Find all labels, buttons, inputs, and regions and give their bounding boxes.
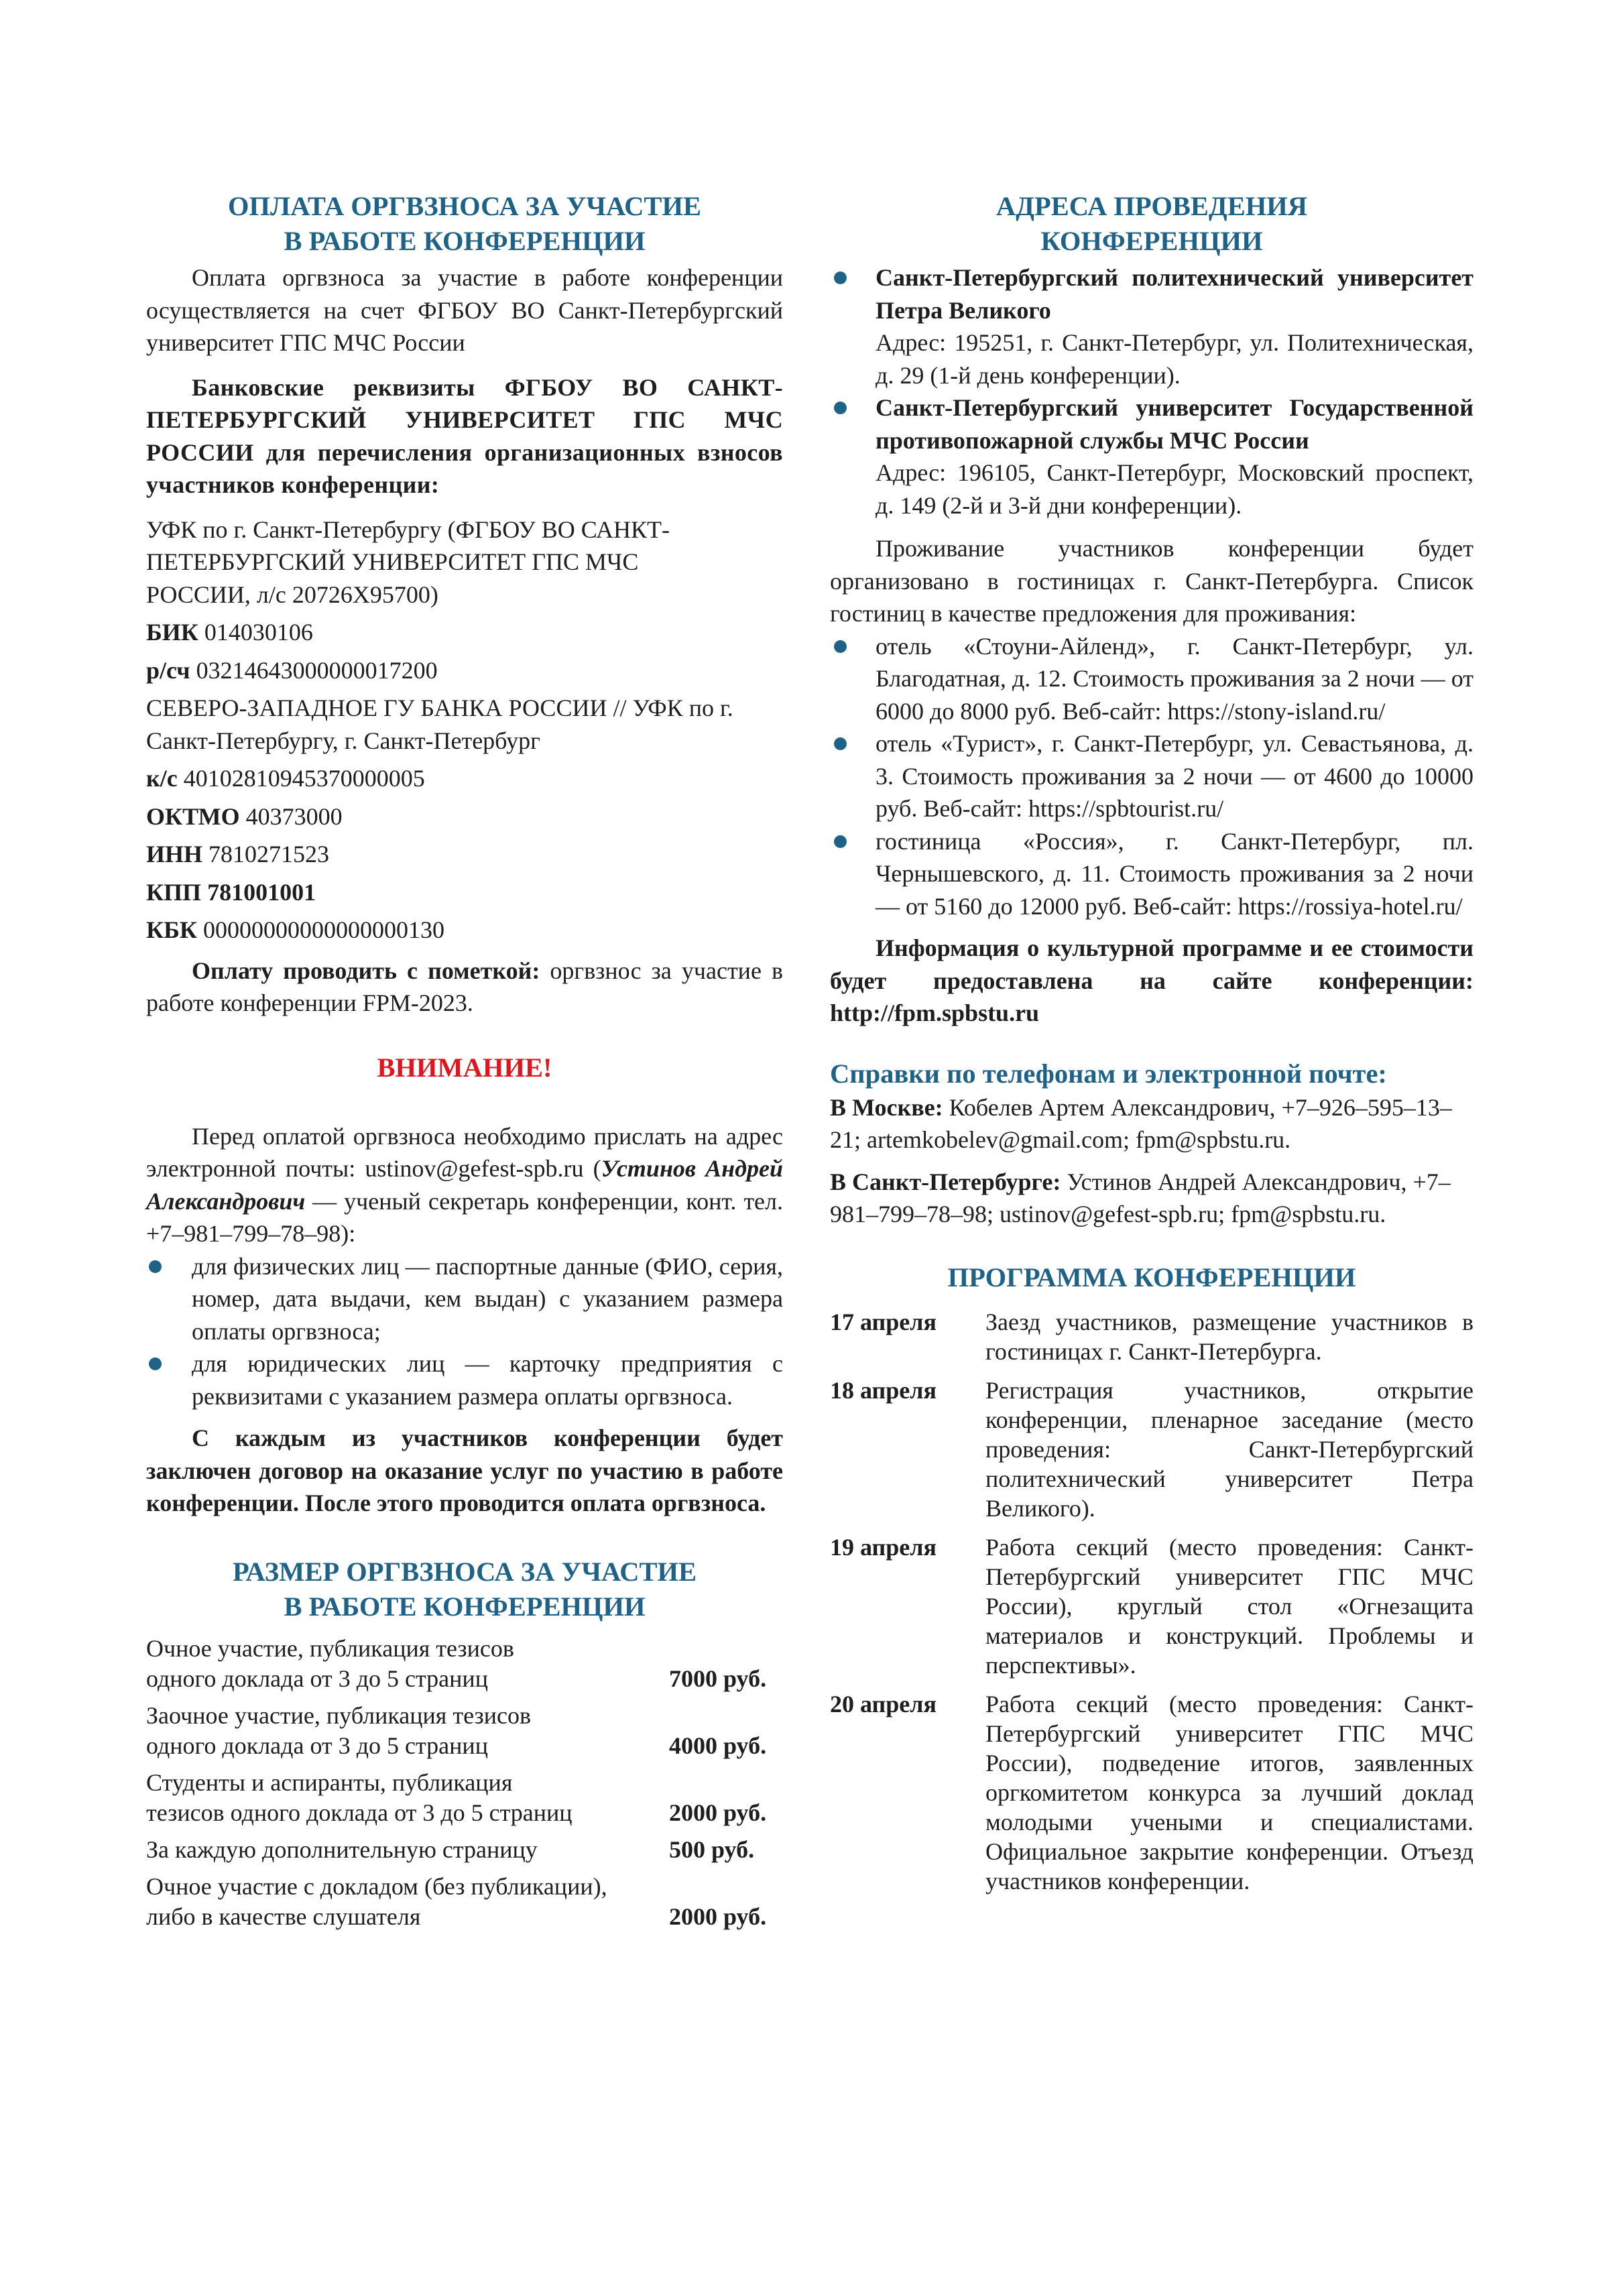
left-column — [146, 189, 783, 1932]
right-column — [830, 189, 1474, 1896]
table-row: Очное участие, публикация тезисов одного доклада от 3 до 5 страниц 7000 руб. — [146, 1634, 783, 1694]
contact-moscow — [830, 1091, 1474, 1156]
payment-note-label: Оплату проводить с пометкой: — [192, 957, 540, 984]
rs-row — [146, 654, 783, 687]
attention-text — [146, 1120, 783, 1250]
bullet-dot-icon — [834, 271, 847, 284]
venue-header-line2: КОНФЕРЕНЦИИ — [1040, 226, 1263, 256]
ks-row — [146, 762, 783, 795]
table-row: За каждую дополнительную страницу 500 руб. — [146, 1828, 783, 1865]
kpp-row — [146, 876, 783, 909]
list-item: гостиница «Россия», г. Санкт-Петербург, пл. Чернышевского, д. 11. Стоимость проживания за 2 ночи — от 5160 до 12000 руб. Веб-сайт: https://rossiya-hotel.ru/ — [830, 825, 1474, 923]
table-row — [830, 1307, 1474, 1366]
bullet-dot-icon — [149, 1260, 162, 1273]
table-row: Очное участие с докладом (без публикации), либо в качестве слушателя 2000 руб. — [146, 1865, 783, 1932]
ks-value: 40102810945370000005 — [183, 765, 425, 792]
secretary-name: Устинов Андрей Александрович — [146, 1155, 783, 1215]
program-date: 20 апреля — [830, 1690, 937, 1717]
ks-label: к/с — [146, 765, 178, 792]
attention-text-before: Перед оплатой оргвзноса необходимо прислать на адрес электронной почты: ustinov@gefest-spb.ru ( — [146, 1122, 783, 1182]
bullet-dot-icon — [834, 402, 847, 414]
fee-header — [146, 1555, 783, 1624]
fee-amount: 7000 руб. — [669, 1665, 767, 1692]
fee-amount: 2000 руб. — [669, 1799, 767, 1826]
payment-intro: Оплата оргвзноса за участие в работе конференции осуществляется на счет ФГБОУ ВО Санкт-Петербургский университет ГПС МЧС России — [146, 264, 783, 356]
fee-amount: 500 руб. — [669, 1835, 755, 1863]
venue-address: Адрес: 195251, г. Санкт-Петербург, ул. Политехническая, д. 29 (1-й день конференции). — [876, 329, 1474, 389]
list-item: для физических лиц — паспортные данные (ФИО, серия, номер, дата выдачи, кем выдан) с указанием размера оплаты оргвзноса; — [146, 1250, 783, 1348]
program-table — [830, 1307, 1474, 1896]
bik-label: БИК — [146, 619, 198, 646]
bank-recipient: УФК по г. Санкт-Петербургу (ФГБОУ ВО САНКТ-ПЕТЕРБУРГСКИЙ УНИВЕРСИТЕТ ГПС МЧС РОССИИ, л/с 20726Х95700) — [146, 516, 670, 608]
venue-address: Адрес: 196105, Санкт-Петербург, Московский проспект, д. 149 (2-й и 3-й дни конференции). — [876, 459, 1474, 519]
bullet-dot-icon — [834, 737, 847, 750]
payment-note-text: оргвзнос за участие в работе конференции FPM-2023. — [146, 957, 783, 1016]
bank-details-intro: Банковские реквизиты ФГБОУ ВО САНКТ-ПЕТЕРБУРГСКИЙ УНИВЕРСИТЕТ ГПС МЧС РОССИИ для перечисления организационных взносов участников конференции: — [146, 373, 783, 498]
kpp-label: КПП — [146, 878, 202, 906]
oktmo-row — [146, 800, 783, 833]
program-date: 19 апреля — [830, 1533, 937, 1561]
contact-spb-label: В Санкт-Петербурге: — [830, 1168, 1061, 1195]
program-event: Регистрация участников, открытие конференции, пленарное заседание (место проведения: Санкт-Петербургский политехнический университет Петра Великого). — [985, 1376, 1474, 1522]
payment-header-line2: В РАБОТЕ КОНФЕРЕНЦИИ — [284, 226, 646, 256]
venue-name: Санкт-Петербургский университет Государственной противопожарной службы МЧС России — [876, 394, 1474, 454]
attention-text-after: — ученый секретарь конференции, конт. тел. +7–981–799–78–98): — [146, 1187, 783, 1247]
fee-header-line2: В РАБОТЕ КОНФЕРЕНЦИИ — [284, 1591, 646, 1622]
venue-name: Санкт-Петербургский политехнический университет Петра Великого — [876, 264, 1474, 324]
list-item — [830, 391, 1474, 522]
rs-value: 03214643000000017200 — [196, 656, 438, 684]
program-date: 18 апреля — [830, 1376, 937, 1404]
contacts-header: Справки по телефонам и электронной почте: — [830, 1058, 1387, 1089]
culture-program-text: Информация о культурной программе и ее стоимости будет предоставлена на сайте конференции: http://fpm.spbstu.ru — [830, 934, 1474, 1026]
inn-row — [146, 838, 783, 871]
attention-heading: ВНИМАНИЕ! — [377, 1052, 552, 1083]
bullet-dot-icon — [834, 640, 847, 653]
payment-note — [146, 955, 783, 1020]
inn-value: 7810271523 — [208, 841, 330, 867]
bank-name: СЕВЕРО-ЗАПАДНОЕ ГУ БАНКА РОССИИ // УФК по г. Санкт-Петербургу, г. Санкт-Петербург — [146, 694, 733, 754]
program-event: Работа секций (место проведения: Санкт-Петербургский университет ГПС МЧС России), круглый стол «Огнезащита материалов и конструкций. Проблемы и перспективы». — [985, 1533, 1474, 1679]
attention-list — [146, 1250, 783, 1413]
bullet-dot-icon — [834, 835, 847, 848]
list-item — [830, 261, 1474, 391]
table-row — [830, 1680, 1474, 1896]
list-item: отель «Стоуни-Айленд», г. Санкт-Петербург, ул. Благодатная, д. 12. Стоимость проживания за 2 ночи — от 6000 до 8000 руб. Веб-сайт: https://stony-island.ru/ — [830, 630, 1474, 728]
contact-spb-text: Устинов Андрей Александрович, +7–981–799–78–98; ustinov@gefest-spb.ru; fpm@spbstu.ru. — [830, 1168, 1451, 1227]
list-item: для юридических лиц — карточку предприятия с реквизитами с указанием размера оплаты оргвзноса. — [146, 1347, 783, 1412]
program-event: Работа секций (место проведения: Санкт-Петербургский университет ГПС МЧС России), подведение итогов, заявленных оргкомитетом конкурса за лучший доклад молодыми учеными и специалистами. Официальное закрытие конференции. Отъезд участников конференции. — [985, 1690, 1474, 1894]
table-row: Заочное участие, публикация тезисов одного доклада от 3 до 5 страниц 4000 руб. — [146, 1694, 783, 1761]
kpp-value: 781001001 — [207, 878, 316, 906]
kbk-label: КБК — [146, 916, 198, 943]
table-row — [830, 1366, 1474, 1523]
program-header: ПРОГРАММА КОНФЕРЕНЦИИ — [947, 1262, 1356, 1292]
fee-header-line1: РАЗМЕР ОРГВЗНОСА ЗА УЧАСТИЕ — [233, 1556, 697, 1587]
list-item: отель «Турист», г. Санкт-Петербург, ул. Севастьянова, д. 3. Стоимость проживания за 2 ночи — от 4600 до 10000 руб. Веб-сайт: https://spbtourist.ru/ — [830, 727, 1474, 825]
oktmo-value: 40373000 — [245, 802, 343, 830]
contact-spb — [830, 1166, 1474, 1231]
program-event: Заезд участников, размещение участников в гостиницах г. Санкт-Петербурга. — [985, 1308, 1474, 1365]
bik-value: 014030106 — [204, 619, 313, 646]
payment-header-line1: ОПЛАТА ОРГВЗНОСА ЗА УЧАСТИЕ — [228, 191, 701, 221]
bik-row — [146, 616, 783, 649]
contact-moscow-text: Кобелев Артем Александрович, +7–926–595–13–21; artemkobelev@gmail.com; fpm@spbstu.ru. — [830, 1093, 1452, 1153]
contact-moscow-label: В Москве: — [830, 1093, 943, 1121]
contract-text: С каждым из участников конференции будет заключен договор на оказание услуг по участию в работе конференции. После этого проводится оплата оргвзноса. — [146, 1425, 783, 1516]
table-row — [830, 1523, 1474, 1680]
program-date: 17 апреля — [830, 1308, 937, 1335]
venue-list — [830, 261, 1474, 522]
fee-amount: 4000 руб. — [669, 1732, 767, 1759]
venue-header-line1: АДРЕСА ПРОВЕДЕНИЯ — [996, 191, 1308, 221]
kbk-row — [146, 914, 783, 947]
kbk-value: 00000000000000000130 — [203, 916, 445, 943]
bullet-dot-icon — [149, 1357, 162, 1370]
payment-header — [146, 189, 783, 259]
table-row: Студенты и аспиранты, публикация тезисов одного доклада от 3 до 5 страниц 2000 руб. — [146, 1761, 783, 1828]
inn-label: ИНН — [146, 841, 203, 867]
rs-label: р/сч — [146, 656, 190, 684]
hotel-list — [830, 630, 1474, 923]
fee-amount: 2000 руб. — [669, 1902, 767, 1930]
oktmo-label: ОКТМО — [146, 802, 240, 830]
accommodation-intro: Проживание участников конференции будет организовано в гостиницах г. Санкт-Петербурга. Список гостиниц в качестве предложения для проживания: — [830, 535, 1474, 627]
fee-table — [146, 1634, 783, 1932]
venue-header — [830, 189, 1474, 259]
